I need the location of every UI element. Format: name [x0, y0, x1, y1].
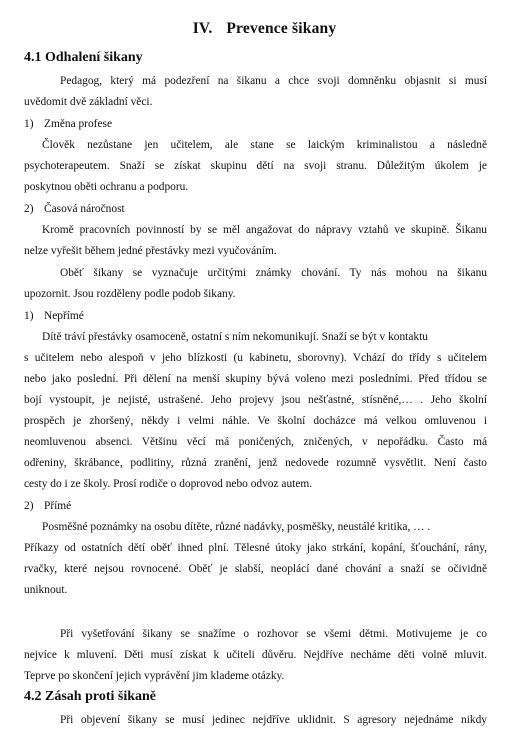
paragraph-line: neomluvenou absenci. Většinu věcí má poničených, zničených, v nepořádku. Často má	[24, 436, 487, 448]
list-item-heading	[24, 499, 487, 513]
paragraph-line: Pedagog, který má podezření na šikanu a chce svoji domněnku objasnit si musí	[60, 75, 487, 87]
chapter-number: IV.	[192, 20, 213, 37]
list-label: Nepřímé	[44, 310, 84, 322]
list-item-heading	[24, 309, 487, 323]
paragraph-line: Člověk nezůstane jen učitelem, ale stane se laickým kriminalistou a následně	[42, 139, 487, 151]
list-number: 2)	[24, 203, 34, 215]
chapter-title-text: Prevence šikany	[226, 20, 337, 37]
list-number: 1)	[24, 118, 34, 130]
paragraph-line: Dítě tráví přestávky osamoceně, ostatní s ním nekomunikují. Snaží se být v kontaktu	[42, 331, 428, 343]
paragraph-line: poskytnou oběti ochranu a podporu.	[24, 181, 189, 193]
list-label: Změna profese	[44, 118, 112, 130]
paragraph-line: Kromě pracovních povinností by se měl angažovat do nápravy vztahů ve skupině. Šikanu	[42, 224, 487, 236]
paragraph-line: nebo jako poslední. Při dělení na menší skupiny bývá voleno mezi posledními. Před třídou se	[24, 373, 487, 385]
list-label: Časová náročnost	[44, 203, 125, 215]
paragraph-line: Teprve po skončení jejich vyprávění jim klademe otázky.	[24, 670, 285, 682]
list-item-heading	[24, 117, 487, 131]
list-item-heading	[24, 202, 487, 216]
list-label: Přímé	[44, 500, 72, 512]
paragraph-line: uniknout.	[24, 584, 68, 596]
section-heading-4-2: 4.2 Zásah proti šikaně	[24, 689, 156, 704]
paragraph-line: Posměšné poznámky na osobu dítěte, různé nadávky, posměšky, neustálé kritika, … .	[42, 521, 431, 533]
paragraph-line: prospěch je zhoršený, někdy i velmi náhle. Ve školní docházce má velkou omluvenou i	[24, 415, 487, 427]
paragraph-line: Oběť šikany se vyznačuje určitými známky chování. Ty nás mohou na šikanu	[60, 267, 487, 279]
paragraph-line: Příkazy od ostatních dětí oběť ihned plní. Tělesné útoky jako strkání, kopání, šťouchání, rány,	[24, 542, 487, 554]
paragraph-line: Při vyšetřování šikany se snažíme o rozhovor se všemi dětmi. Motivujeme je co	[60, 628, 487, 640]
paragraph-line: nelze vyřešit během jedné přestávky mezi vyučováním.	[24, 245, 277, 257]
paragraph-line: uvědomit dvě základní věci.	[24, 96, 153, 108]
paragraph-line: upozornit. Jsou rozděleny podle podob šikany.	[24, 288, 236, 300]
section-heading-4-1: 4.1 Odhalení šikany	[24, 50, 143, 65]
paragraph-line: s učitelem nebo alespoň v jeho blízkosti (u kabinetu, sborovny). Vchází do třídy s učitelem	[24, 352, 487, 364]
list-number: 2)	[24, 500, 34, 512]
chapter-title	[0, 20, 529, 38]
paragraph-line: psychoterapeutem. Snaží se získat skupinu dětí na svoji stranu. Důležitým úkolem je	[24, 160, 487, 172]
paragraph-line: Při objevení šikany se musí jedinec nejdříve uklidnit. S agresory nejednáme nikdy	[60, 714, 487, 726]
paragraph-line: cesty do i ze školy. Prosí rodiče o doprovod nebo odvoz autem.	[24, 478, 313, 490]
paragraph-line: bojí vystoupit, je nejisté, ustrašené. Jeho projevy jsou nešťastné, stísněné,… . Jeho školní	[24, 394, 487, 406]
paragraph-line: rvačky, které nejsou rovnocené. Oběť je slabší, neoplácí dané chování a snaží se očividně	[24, 563, 487, 575]
paragraph-line: nejvíce k mluvení. Děti musí získat k učiteli důvěru. Nejdříve necháme děti volně mluvit.	[24, 649, 487, 661]
list-number: 1)	[24, 310, 34, 322]
paragraph-line: odřeniny, škrábance, podlitiny, různá zranění, jenž nedovede rozumně vysvětlit. Není často	[24, 457, 487, 469]
